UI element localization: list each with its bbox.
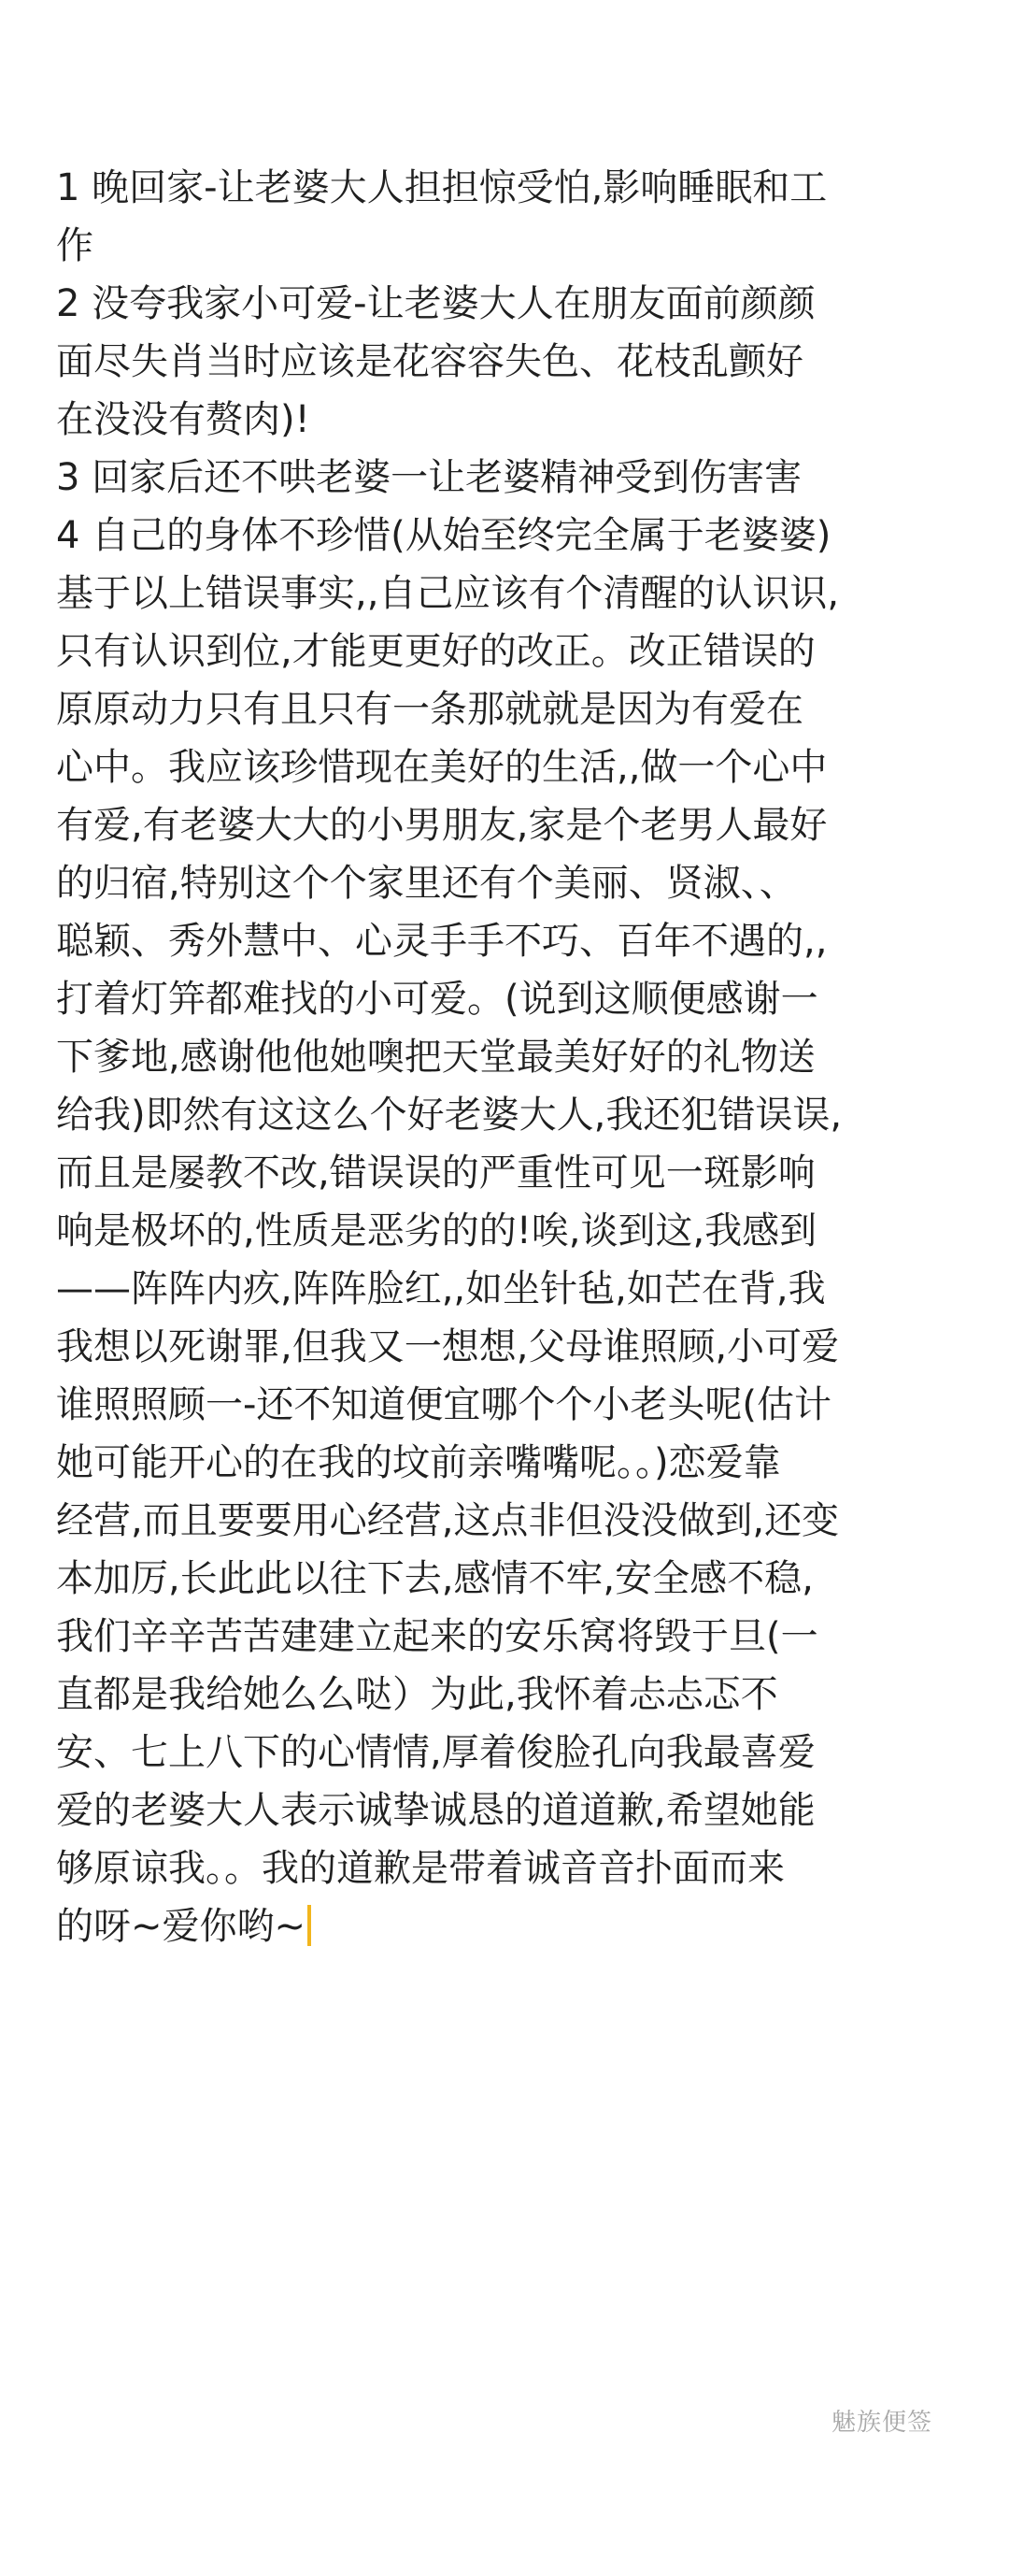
note-line: 在没没有赘肉)! [56,398,310,441]
note-line: 的归宿,特别这个个家里还有个美丽、贤淑、、 [56,862,797,905]
note-line: 爱的老婆大人表示诚挚诚恳的道道歉,希望她能 [56,1789,816,1832]
note-text-area[interactable] [56,159,958,1955]
note-line: 有爱,有老婆大大的小男朋友,家是个老男人最好 [56,804,828,847]
note-line: 作 [56,224,93,267]
note-line: 打着灯笄都难找的小可爱。(说到这顺便感谢一 [56,978,818,1021]
note-line: 3 回家后还不哄老婆一让老婆精神受到伤害害 [56,456,803,499]
note-line: 下爹地,感谢他他她噢把天堂最美好好的礼物送 [56,1036,816,1079]
note-line: 她可能开心的在我的坟前亲嘴嘴呢。。)恋爱靠 [56,1441,781,1484]
app-name-label: 魅族便签 [831,2409,932,2437]
note-line: 只有认识到位,才能更更好的改正。改正错误的 [56,630,816,673]
note-line: 基于以上错误事实,,自己应该有个清醒的认识识, [56,572,840,615]
note-line: 直都是我给她么么哒）为此,我怀着忐忐忑不 [56,1673,778,1716]
note-line: 我们辛辛苦苦建建立起来的安乐窝将毁于旦(一 [56,1615,818,1658]
note-line-last-text: 的呀~爱你哟~ [56,1905,306,1948]
note-line: 我想以死谢罪,但我又一想想,父母谁照顾,小可爱 [56,1325,840,1368]
note-line: 谁照照顾一-还不知道便宜哪个个小老头呢(估计 [56,1383,832,1426]
note-line: 给我)即然有这这么个好老婆大人,我还犯错误误, [56,1094,843,1137]
note-line: 2 没夸我家小可爱-让老婆大人在朋友面前颜颜 [56,282,816,325]
note-line: 本加厉,长此此以往下去,感情不牢,安全感不稳, [56,1557,814,1600]
note-line: 经营,而且要要用心经营,这点非但没没做到,还变 [56,1499,840,1542]
note-line: ——阵阵内疚,阵阵脸红,,如坐针毡,如芒在背,我 [56,1267,826,1310]
note-line: 聪颖、秀外慧中、心灵手手不巧、百年不遇的,, [56,920,828,963]
note-line: 而且是屡教不改,错误误的严重性可见一斑影响 [56,1152,816,1195]
text-cursor [307,1905,311,1946]
note-line: 响是极坏的,性质是恶劣的的!唉,谈到这,我感到 [56,1209,817,1252]
note-line-last [56,1897,958,1955]
note-line: 安、七上八下的心情情,厚着俊脸孔向我最喜爱 [56,1731,816,1774]
note-line: 面尽失肖当时应该是花容容失色、花枝乱颤好 [56,340,803,383]
note-line: 心中。我应该珍惜现在美好的生活,,做一个心中 [56,746,828,789]
note-line: 4 自己的身体不珍惜(从始至终完全属于老婆婆) [56,514,831,557]
note-line: 1 晚回家-让老婆大人担担惊受怕,影响睡眠和工 [56,166,828,209]
note-line: 够原谅我。。我的道歉是带着诚音音扑面而来 [56,1847,785,1890]
note-line: 原原动力只有且只有一条那就就是因为有爱在 [56,688,803,731]
